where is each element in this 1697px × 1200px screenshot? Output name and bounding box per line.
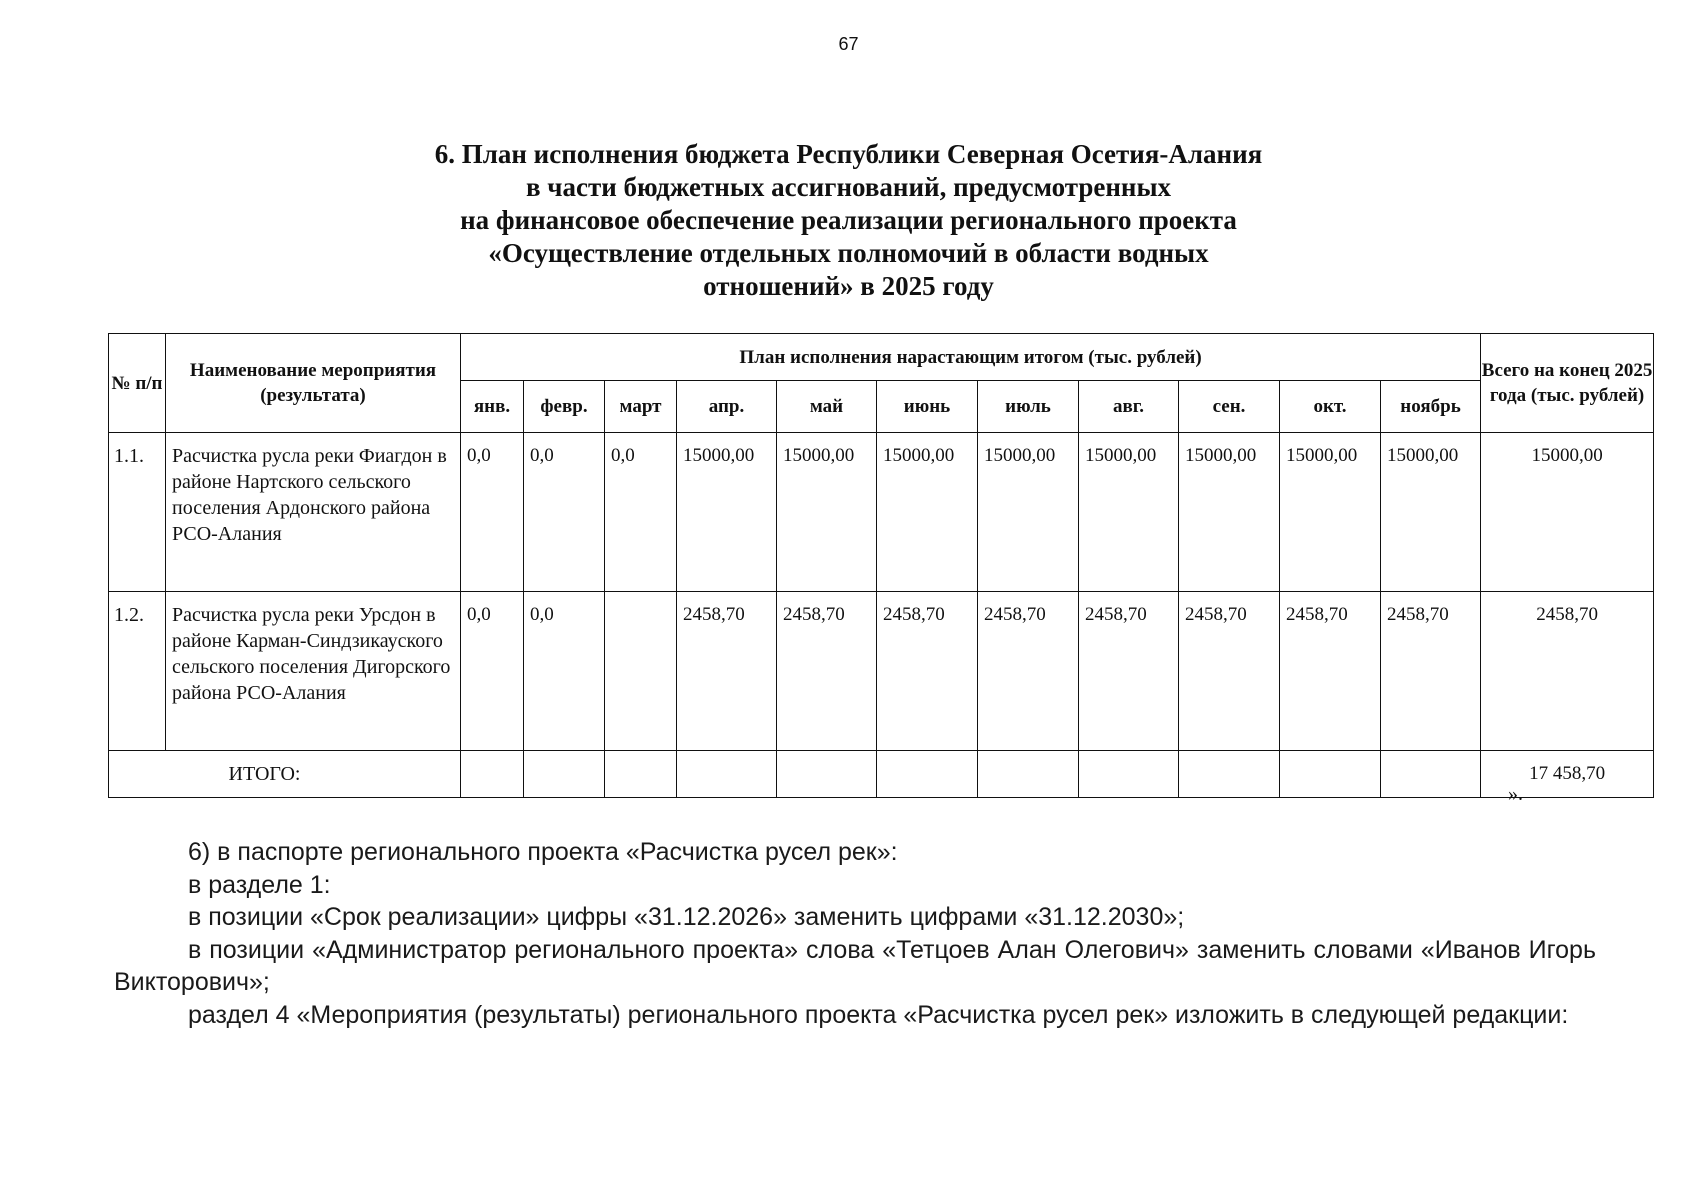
header-month: сен. [1179, 381, 1280, 433]
header-plan-group: План исполнения нарастающим итогом (тыс. рублей) [461, 334, 1481, 381]
summary-cell [777, 751, 877, 798]
closing-quote: ». [1508, 783, 1523, 805]
row-month-value: 0,0 [524, 592, 605, 751]
header-month: март [605, 381, 677, 433]
summary-cell [605, 751, 677, 798]
header-month: февр. [524, 381, 605, 433]
amendment-text [114, 836, 1596, 1031]
row-month-value: 2458,70 [1280, 592, 1381, 751]
summary-cell [677, 751, 777, 798]
summary-cell [1079, 751, 1179, 798]
row-month-value: 0,0 [605, 433, 677, 592]
header-name: Наименование мероприятия (результата) [166, 334, 461, 433]
row-month-value: 15000,00 [978, 433, 1079, 592]
title-line: отношений» в 2025 году [703, 271, 994, 301]
summary-cell [461, 751, 524, 798]
row-month-value: 15000,00 [1381, 433, 1481, 592]
header-month: июнь [877, 381, 978, 433]
row-month-value: 2458,70 [877, 592, 978, 751]
header-month: окт. [1280, 381, 1381, 433]
row-month-value: 15000,00 [677, 433, 777, 592]
summary-cell [1381, 751, 1481, 798]
page-number: 67 [838, 34, 859, 54]
row-num: 1.2. [109, 592, 166, 751]
row-month-value: 2458,70 [978, 592, 1079, 751]
row-month-value: 2458,70 [677, 592, 777, 751]
row-month-value: 0,0 [461, 592, 524, 751]
header-month: янв. [461, 381, 524, 433]
row-month-value: 15000,00 [877, 433, 978, 592]
header-month: май [777, 381, 877, 433]
summary-cell [877, 751, 978, 798]
row-month-value: 0,0 [524, 433, 605, 592]
header-total: Всего на конец 2025 года (тыс. рублей) [1481, 334, 1654, 433]
row-num: 1.1. [109, 433, 166, 592]
header-num: № п/п [109, 334, 166, 433]
header-month: апр. [677, 381, 777, 433]
summary-row [109, 751, 1654, 798]
row-month-value: 15000,00 [1179, 433, 1280, 592]
paragraph: в позиции «Администратор регионального проекта» слова «Тетцоев Алан Олегович» заменить словами «Иванов Игорь Викторович»; [114, 935, 1596, 996]
paragraph: в позиции «Срок реализации» цифры «31.12.2026» заменить цифрами «31.12.2030»; [188, 903, 1185, 931]
row-month-value: 2458,70 [1179, 592, 1280, 751]
summary-cell [978, 751, 1079, 798]
row-name: Расчистка русла реки Фиагдон в районе Нартского сельского поселения Ардонского района РСО-Алания [166, 433, 461, 592]
paragraph: 6) в паспорте регионального проекта «Расчистка русел рек»: [188, 838, 898, 866]
row-month-value: 15000,00 [1280, 433, 1381, 592]
table-row [109, 433, 1654, 592]
header-month: июль [978, 381, 1079, 433]
budget-plan-table [108, 333, 1654, 798]
title-line: «Осуществление отдельных полномочий в области водных [488, 238, 1209, 268]
row-month-value: 2458,70 [1079, 592, 1179, 751]
row-month-value: 2458,70 [1381, 592, 1481, 751]
summary-total: 17 458,70 [1481, 751, 1654, 798]
header-month: авг. [1079, 381, 1179, 433]
table-row [109, 592, 1654, 751]
table-header-row [109, 334, 1654, 381]
row-month-value [605, 592, 677, 751]
title-line: 6. План исполнения бюджета Республики Северная Осетия-Алания [434, 139, 1263, 169]
document-title [0, 138, 1697, 303]
header-month: ноябрь [1381, 381, 1481, 433]
row-month-value: 15000,00 [777, 433, 877, 592]
summary-cell [524, 751, 605, 798]
summary-label: ИТОГО: [109, 751, 461, 798]
title-line: в части бюджетных ассигнований, предусмотренных [525, 172, 1172, 202]
paragraph: раздел 4 «Мероприятия (результаты) регионального проекта «Расчистка русел рек» изложить в следующей редакции: [188, 1000, 1569, 1029]
title-line: на финансовое обеспечение реализации регионального проекта [460, 205, 1237, 235]
row-month-value: 0,0 [461, 433, 524, 592]
row-total: 2458,70 [1481, 592, 1654, 751]
paragraph: в разделе 1: [188, 870, 331, 899]
summary-cell [1280, 751, 1381, 798]
row-month-value: 2458,70 [777, 592, 877, 751]
summary-cell [1179, 751, 1280, 798]
row-total: 15000,00 [1481, 433, 1654, 592]
row-name: Расчистка русла реки Урсдон в районе Карман-Синдзикауского сельского поселения Дигорского района РСО-Алания [166, 592, 461, 751]
row-month-value: 15000,00 [1079, 433, 1179, 592]
